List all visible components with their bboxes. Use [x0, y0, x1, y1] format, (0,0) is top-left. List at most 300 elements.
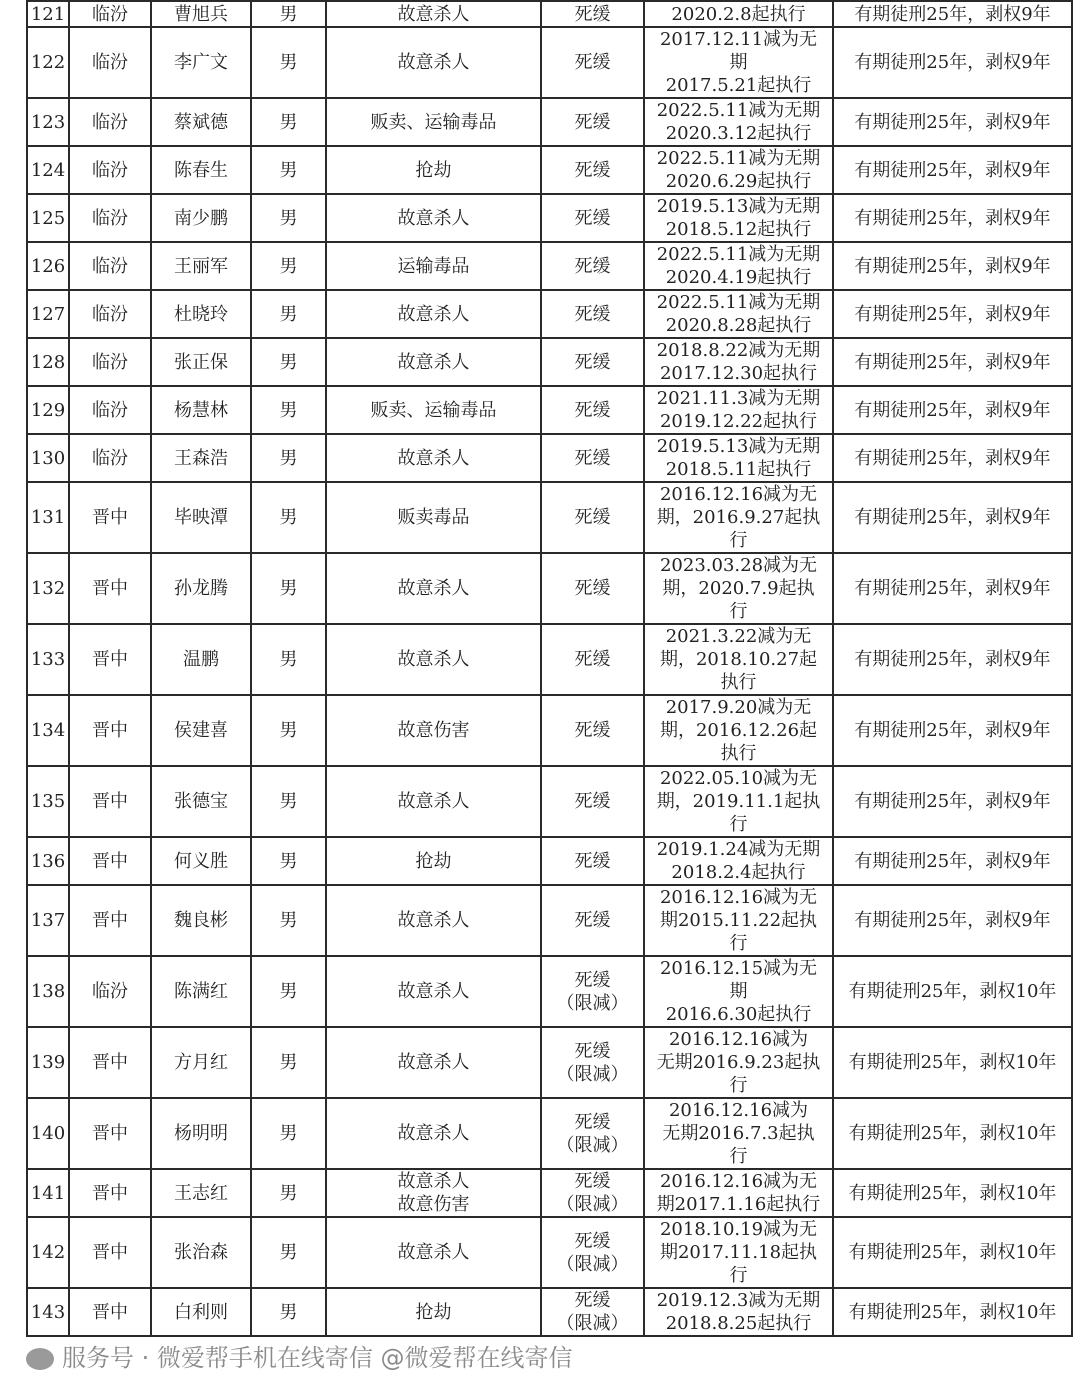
- crime-line: 故意杀人: [397, 303, 470, 325]
- table-row: [27, 1169, 1072, 1217]
- table-row: [27, 1027, 1072, 1098]
- reduction-detail-cell: [644, 194, 833, 242]
- crime-cell: [326, 98, 541, 146]
- crime-line: 故意杀人: [397, 1123, 470, 1144]
- original-sentence-cell: [541, 553, 644, 624]
- current-sentence-cell: 有期徒刑25年，剥权10年: [833, 1027, 1072, 1098]
- current-sentence-cell: 有期徒刑25年，剥权9年: [833, 553, 1072, 624]
- name-cell: 张正保: [151, 338, 251, 386]
- reduction-detail-line: 行: [729, 1075, 748, 1096]
- reduction-detail-line: 2021.11.3减为无期: [656, 388, 821, 409]
- original-sentence-cell: [541, 1169, 644, 1217]
- crime-cell: [326, 553, 541, 624]
- current-sentence-cell: 有期徒刑25年，剥权9年: [833, 27, 1072, 98]
- reduction-detail-cell: [644, 98, 833, 146]
- reduction-detail-cell: [644, 1027, 833, 1098]
- reduction-detail-cell: [644, 482, 833, 553]
- current-sentence-cell: 有期徒刑25年，剥权9年: [833, 98, 1072, 146]
- reduction-detail-cell: [644, 1288, 833, 1336]
- crime-cell: [326, 242, 541, 290]
- reduction-detail-line: 期2015.11.22起执: [659, 910, 818, 931]
- original-sentence-cell: [541, 386, 644, 434]
- original-sentence-line: 死缓: [574, 850, 611, 872]
- table-row: [27, 837, 1072, 885]
- row-number-cell: 138: [27, 956, 69, 1027]
- reduction-detail-cell: [644, 956, 833, 1027]
- region-cell: 晋中: [69, 624, 151, 695]
- row-number-cell: 132: [27, 553, 69, 624]
- reduction-detail-line: 无期2016.9.23起执: [656, 1052, 821, 1073]
- reduction-detail-line: 2020.2.8起执行: [671, 3, 806, 25]
- original-sentence-line: 死缓: [574, 351, 611, 373]
- reduction-detail-cell: [644, 1098, 833, 1169]
- original-sentence-line: （限减）: [556, 992, 629, 1014]
- reduction-detail-line: 2020.3.12起执行: [665, 123, 812, 144]
- current-sentence-cell: 有期徒刑25年，剥权9年: [833, 146, 1072, 194]
- original-sentence-line: 死缓: [574, 1171, 611, 1192]
- reduction-detail-line: 期: [729, 981, 748, 1002]
- row-number-cell: 121: [27, 1, 69, 27]
- row-number-cell: 128: [27, 338, 69, 386]
- original-sentence-line: 死缓: [574, 255, 611, 277]
- reduction-detail-cell: [644, 837, 833, 885]
- row-number-cell: 129: [27, 386, 69, 434]
- reduction-detail-cell: [644, 434, 833, 482]
- crime-line: 故意杀人: [397, 910, 470, 931]
- table-row: [27, 766, 1072, 837]
- row-number-cell: 133: [27, 624, 69, 695]
- region-cell: 临汾: [69, 956, 151, 1027]
- crime-cell: [326, 27, 541, 98]
- name-cell: 曹旭兵: [151, 1, 251, 27]
- reduction-detail-line: 执行: [720, 743, 757, 764]
- current-sentence-cell: 有期徒刑25年，剥权9年: [833, 766, 1072, 837]
- reduction-detail-line: 2022.05.10减为无: [659, 768, 818, 789]
- crime-cell: [326, 146, 541, 194]
- reduction-detail-cell: [644, 1217, 833, 1288]
- reduction-detail-line: 2017.9.20减为无: [665, 697, 812, 718]
- reduction-detail-line: 行: [729, 601, 748, 622]
- reduction-detail-line: 行: [729, 933, 748, 954]
- name-cell: 王森浩: [151, 434, 251, 482]
- reduction-detail-line: 2016.12.16减为无: [659, 1171, 818, 1192]
- crime-cell: [326, 386, 541, 434]
- original-sentence-line: 死缓: [574, 791, 611, 812]
- name-cell: 杨明明: [151, 1098, 251, 1169]
- gender-cell: 男: [251, 1098, 326, 1169]
- table-row: [27, 434, 1072, 482]
- original-sentence-cell: [541, 1, 644, 27]
- reduction-detail-line: 行: [729, 1265, 748, 1286]
- row-number-cell: 140: [27, 1098, 69, 1169]
- reduction-detail-line: 2016.12.16减为无: [659, 887, 818, 908]
- region-cell: 临汾: [69, 290, 151, 338]
- name-cell: 南少鹏: [151, 194, 251, 242]
- original-sentence-line: 死缓: [574, 303, 611, 325]
- original-sentence-cell: [541, 146, 644, 194]
- crime-line: 故意杀人: [397, 52, 470, 73]
- original-sentence-line: 死缓: [574, 969, 611, 991]
- crime-line: 故意杀人: [397, 649, 470, 670]
- table-row: [27, 242, 1072, 290]
- reduction-detail-line: 2021.3.22减为无: [665, 626, 812, 647]
- reduction-detail-cell: [644, 624, 833, 695]
- reduction-detail-line: 2016.12.16减为: [668, 1100, 809, 1121]
- gender-cell: 男: [251, 146, 326, 194]
- name-cell: 张治森: [151, 1217, 251, 1288]
- row-number-cell: 126: [27, 242, 69, 290]
- table-row: [27, 386, 1072, 434]
- reduction-detail-cell: [644, 1, 833, 27]
- region-cell: 临汾: [69, 338, 151, 386]
- original-sentence-line: 死缓: [574, 1111, 611, 1133]
- original-sentence-cell: [541, 1217, 644, 1288]
- reduction-detail-line: 期，2016.12.26起: [659, 720, 818, 741]
- table-row: [27, 624, 1072, 695]
- original-sentence-cell: [541, 1288, 644, 1336]
- row-number-cell: 124: [27, 146, 69, 194]
- name-cell: 孙龙腾: [151, 553, 251, 624]
- crime-line: 抢劫: [415, 1301, 452, 1323]
- table-row: [27, 146, 1072, 194]
- row-number-cell: 123: [27, 98, 69, 146]
- original-sentence-cell: [541, 98, 644, 146]
- name-cell: 杜晓玲: [151, 290, 251, 338]
- current-sentence-cell: 有期徒刑25年，剥权10年: [833, 1288, 1072, 1336]
- crime-cell: [326, 1027, 541, 1098]
- region-cell: 晋中: [69, 1169, 151, 1217]
- crime-cell: [326, 434, 541, 482]
- original-sentence-cell: [541, 837, 644, 885]
- crime-line: 故意杀人: [397, 447, 470, 469]
- region-cell: 晋中: [69, 695, 151, 766]
- original-sentence-line: 死缓: [574, 1040, 611, 1062]
- original-sentence-cell: [541, 1098, 644, 1169]
- region-cell: 晋中: [69, 1027, 151, 1098]
- reduction-detail-line: 2016.6.30起执行: [665, 1004, 812, 1025]
- current-sentence-cell: 有期徒刑25年，剥权9年: [833, 482, 1072, 553]
- reduction-detail-line: 2019.12.3减为无期: [656, 1290, 821, 1311]
- crime-line: 抢劫: [415, 850, 452, 872]
- reduction-detail-cell: [644, 242, 833, 290]
- current-sentence-cell: 有期徒刑25年，剥权9年: [833, 338, 1072, 386]
- crime-line: 故意杀人: [397, 981, 470, 1002]
- reduction-detail-line: 2019.5.13减为无期: [656, 436, 821, 457]
- current-sentence-cell: 有期徒刑25年，剥权9年: [833, 1, 1072, 27]
- crime-line: 故意杀人: [397, 1242, 470, 1263]
- original-sentence-cell: [541, 290, 644, 338]
- reduction-detail-line: 2017.12.30起执行: [659, 363, 818, 384]
- original-sentence-line: （限减）: [556, 1313, 629, 1334]
- name-cell: 陈春生: [151, 146, 251, 194]
- original-sentence-line: 死缓: [574, 52, 611, 73]
- original-sentence-line: （限减）: [556, 1134, 629, 1156]
- original-sentence-line: 死缓: [574, 578, 611, 599]
- name-cell: 陈满红: [151, 956, 251, 1027]
- current-sentence-cell: 有期徒刑25年，剥权9年: [833, 242, 1072, 290]
- row-number-cell: 135: [27, 766, 69, 837]
- region-cell: 临汾: [69, 146, 151, 194]
- crime-cell: [326, 338, 541, 386]
- watermark: 服务号 · 微爱帮手机在线寄信 @微爱帮在线寄信: [26, 1343, 1066, 1373]
- original-sentence-line: （限减）: [556, 1253, 629, 1275]
- table-row: [27, 956, 1072, 1027]
- original-sentence-line: （限减）: [556, 1194, 629, 1215]
- name-cell: 王志红: [151, 1169, 251, 1217]
- current-sentence-cell: 有期徒刑25年，剥权9年: [833, 695, 1072, 766]
- table-row: [27, 1288, 1072, 1336]
- original-sentence-line: （限减）: [556, 1063, 629, 1085]
- row-number-cell: 131: [27, 482, 69, 553]
- reduction-detail-line: 期2017.1.16起执行: [656, 1194, 821, 1215]
- original-sentence-line: 死缓: [574, 3, 611, 25]
- gender-cell: 男: [251, 1, 326, 27]
- name-cell: 温鹏: [151, 624, 251, 695]
- reduction-detail-cell: [644, 27, 833, 98]
- name-cell: 白利则: [151, 1288, 251, 1336]
- original-sentence-line: 死缓: [574, 447, 611, 469]
- original-sentence-line: 死缓: [574, 649, 611, 670]
- reduction-detail-line: 2016.12.16减为无: [659, 484, 818, 505]
- original-sentence-cell: [541, 338, 644, 386]
- table-row: [27, 1098, 1072, 1169]
- row-number-cell: 137: [27, 885, 69, 956]
- reduction-detail-line: 期，2018.10.27起: [659, 649, 818, 670]
- crime-line: 贩卖、运输毒品: [370, 399, 497, 421]
- crime-line: 故意杀人: [397, 207, 470, 229]
- name-cell: 何义胜: [151, 837, 251, 885]
- reduction-detail-line: 2017.5.21起执行: [665, 75, 812, 96]
- crime-line: 故意杀人: [397, 351, 470, 373]
- original-sentence-cell: [541, 482, 644, 553]
- table-row: [27, 1217, 1072, 1288]
- reduction-detail-line: 2022.5.11减为无期: [656, 100, 821, 121]
- crime-line: 故意杀人: [397, 1171, 470, 1192]
- region-cell: 晋中: [69, 766, 151, 837]
- reduction-detail-line: 2023.03.28减为无: [659, 555, 818, 576]
- region-cell: 临汾: [69, 434, 151, 482]
- name-cell: 毕映潭: [151, 482, 251, 553]
- table-row: [27, 885, 1072, 956]
- name-cell: 方月红: [151, 1027, 251, 1098]
- crime-cell: [326, 624, 541, 695]
- row-number-cell: 141: [27, 1169, 69, 1217]
- crime-line: 运输毒品: [397, 255, 470, 277]
- prisoner-commutation-table: [26, 0, 1073, 1337]
- name-cell: 蔡斌德: [151, 98, 251, 146]
- crime-cell: [326, 885, 541, 956]
- table-row: [27, 553, 1072, 624]
- gender-cell: 男: [251, 27, 326, 98]
- crime-cell: [326, 1, 541, 27]
- current-sentence-cell: 有期徒刑25年，剥权9年: [833, 624, 1072, 695]
- original-sentence-cell: [541, 1027, 644, 1098]
- gender-cell: 男: [251, 1217, 326, 1288]
- reduction-detail-cell: [644, 766, 833, 837]
- current-sentence-cell: 有期徒刑25年，剥权9年: [833, 434, 1072, 482]
- current-sentence-cell: 有期徒刑25年，剥权9年: [833, 290, 1072, 338]
- gender-cell: 男: [251, 695, 326, 766]
- crime-line: 贩卖、运输毒品: [370, 111, 497, 133]
- crime-line: 故意伤害: [397, 720, 470, 741]
- region-cell: 晋中: [69, 1217, 151, 1288]
- original-sentence-cell: [541, 194, 644, 242]
- reduction-detail-line: 行: [729, 1146, 748, 1167]
- crime-line: 故意杀人: [397, 3, 470, 25]
- table-row: [27, 27, 1072, 98]
- reduction-detail-line: 2019.1.24减为无期: [656, 839, 821, 860]
- reduction-detail-cell: [644, 146, 833, 194]
- region-cell: 临汾: [69, 194, 151, 242]
- reduction-detail-line: 2017.12.11减为无: [659, 29, 818, 50]
- gender-cell: 男: [251, 885, 326, 956]
- crime-line: 贩卖毒品: [397, 507, 470, 528]
- crime-cell: [326, 1217, 541, 1288]
- wechat-icon: [26, 1348, 54, 1370]
- crime-cell: [326, 956, 541, 1027]
- region-cell: 晋中: [69, 553, 151, 624]
- current-sentence-cell: 有期徒刑25年，剥权10年: [833, 1098, 1072, 1169]
- gender-cell: 男: [251, 482, 326, 553]
- current-sentence-cell: 有期徒刑25年，剥权9年: [833, 194, 1072, 242]
- current-sentence-cell: 有期徒刑25年，剥权9年: [833, 837, 1072, 885]
- table-row: [27, 290, 1072, 338]
- original-sentence-cell: [541, 695, 644, 766]
- region-cell: 临汾: [69, 242, 151, 290]
- crime-line: 抢劫: [415, 159, 452, 181]
- gender-cell: 男: [251, 386, 326, 434]
- original-sentence-cell: [541, 27, 644, 98]
- reduction-detail-line: 2020.4.19起执行: [665, 267, 812, 288]
- reduction-detail-line: 2018.10.19减为无: [659, 1219, 818, 1240]
- reduction-detail-line: 2019.5.13减为无期: [656, 196, 821, 217]
- table-row: [27, 338, 1072, 386]
- reduction-detail-cell: [644, 386, 833, 434]
- gender-cell: 男: [251, 290, 326, 338]
- gender-cell: 男: [251, 553, 326, 624]
- gender-cell: 男: [251, 624, 326, 695]
- gender-cell: 男: [251, 1027, 326, 1098]
- name-cell: 王丽军: [151, 242, 251, 290]
- reduction-detail-line: 2018.8.22减为无期: [656, 340, 821, 361]
- current-sentence-cell: 有期徒刑25年，剥权9年: [833, 386, 1072, 434]
- reduction-detail-line: 无期2016.7.3起执: [662, 1123, 815, 1144]
- original-sentence-cell: [541, 242, 644, 290]
- gender-cell: 男: [251, 956, 326, 1027]
- reduction-detail-line: 期，2020.7.9起执: [662, 578, 815, 599]
- region-cell: 晋中: [69, 837, 151, 885]
- original-sentence-line: 死缓: [574, 1230, 611, 1252]
- crime-cell: [326, 1288, 541, 1336]
- gender-cell: 男: [251, 98, 326, 146]
- reduction-detail-line: 2018.8.25起执行: [665, 1313, 812, 1334]
- row-number-cell: 143: [27, 1288, 69, 1336]
- gender-cell: 男: [251, 434, 326, 482]
- original-sentence-cell: [541, 885, 644, 956]
- region-cell: 晋中: [69, 482, 151, 553]
- crime-cell: [326, 1098, 541, 1169]
- reduction-detail-line: 2018.2.4起执行: [671, 862, 806, 883]
- current-sentence-cell: 有期徒刑25年，剥权10年: [833, 1169, 1072, 1217]
- reduction-detail-line: 2018.5.11起执行: [665, 459, 812, 480]
- crime-line: 故意杀人: [397, 1052, 470, 1073]
- row-number-cell: 125: [27, 194, 69, 242]
- reduction-detail-line: 行: [729, 814, 748, 835]
- reduction-detail-cell: [644, 553, 833, 624]
- gender-cell: 男: [251, 837, 326, 885]
- original-sentence-cell: [541, 956, 644, 1027]
- current-sentence-cell: 有期徒刑25年，剥权9年: [833, 885, 1072, 956]
- crime-cell: [326, 766, 541, 837]
- reduction-detail-line: 执行: [720, 672, 757, 693]
- reduction-detail-line: 2016.12.15减为无: [659, 958, 818, 979]
- current-sentence-cell: 有期徒刑25年，剥权10年: [833, 1217, 1072, 1288]
- original-sentence-line: 死缓: [574, 507, 611, 528]
- row-number-cell: 136: [27, 837, 69, 885]
- name-cell: 张德宝: [151, 766, 251, 837]
- region-cell: 晋中: [69, 1098, 151, 1169]
- current-sentence-cell: 有期徒刑25年，剥权10年: [833, 956, 1072, 1027]
- table-row: [27, 482, 1072, 553]
- gender-cell: 男: [251, 194, 326, 242]
- name-cell: 侯建喜: [151, 695, 251, 766]
- crime-cell: [326, 290, 541, 338]
- crime-cell: [326, 1169, 541, 1217]
- original-sentence-line: 死缓: [574, 720, 611, 741]
- original-sentence-cell: [541, 434, 644, 482]
- reduction-detail-line: 2019.12.22起执行: [659, 411, 818, 432]
- table-row: [27, 194, 1072, 242]
- original-sentence-line: 死缓: [574, 910, 611, 931]
- crime-cell: [326, 695, 541, 766]
- original-sentence-line: 死缓: [574, 207, 611, 229]
- region-cell: 临汾: [69, 1, 151, 27]
- gender-cell: 男: [251, 1169, 326, 1217]
- name-cell: 杨慧林: [151, 386, 251, 434]
- reduction-detail-cell: [644, 1169, 833, 1217]
- reduction-detail-line: 期2017.11.18起执: [659, 1242, 818, 1263]
- reduction-detail-cell: [644, 338, 833, 386]
- original-sentence-cell: [541, 766, 644, 837]
- name-cell: 李广文: [151, 27, 251, 98]
- reduction-detail-line: 2016.12.16减为: [668, 1029, 809, 1050]
- original-sentence-line: 死缓: [574, 399, 611, 421]
- region-cell: 临汾: [69, 386, 151, 434]
- reduction-detail-line: 期，2019.11.1起执: [656, 791, 821, 812]
- reduction-detail-line: 2020.6.29起执行: [665, 171, 812, 192]
- row-number-cell: 142: [27, 1217, 69, 1288]
- original-sentence-line: 死缓: [574, 159, 611, 181]
- reduction-detail-line: 2020.8.28起执行: [665, 315, 812, 336]
- reduction-detail-line: 期，2016.9.27起执: [656, 507, 821, 528]
- reduction-detail-line: 2018.5.12起执行: [665, 219, 812, 240]
- row-number-cell: 130: [27, 434, 69, 482]
- reduction-detail-cell: [644, 695, 833, 766]
- reduction-detail-line: 期: [729, 52, 748, 73]
- reduction-detail-line: 行: [729, 530, 748, 551]
- reduction-detail-line: 2022.5.11减为无期: [656, 244, 821, 265]
- row-number-cell: 127: [27, 290, 69, 338]
- gender-cell: 男: [251, 766, 326, 837]
- region-cell: 晋中: [69, 885, 151, 956]
- reduction-detail-cell: [644, 885, 833, 956]
- crime-line: 故意伤害: [397, 1194, 470, 1215]
- name-cell: 魏良彬: [151, 885, 251, 956]
- region-cell: 临汾: [69, 98, 151, 146]
- table-row: [27, 98, 1072, 146]
- row-number-cell: 139: [27, 1027, 69, 1098]
- table-row: [27, 695, 1072, 766]
